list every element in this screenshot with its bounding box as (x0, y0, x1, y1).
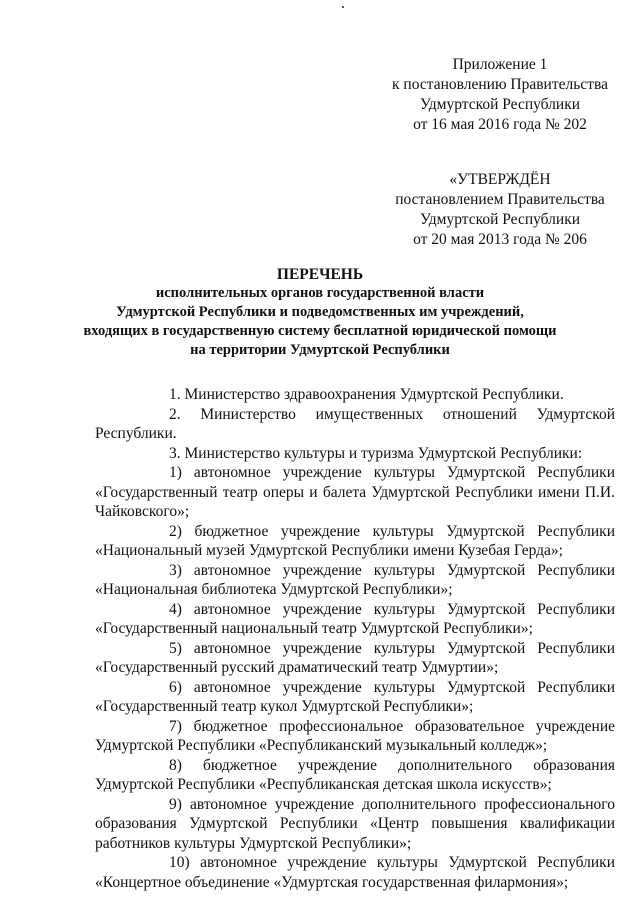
list-item-number: 5) (169, 639, 182, 657)
title-heading: ПЕРЕЧЕНЬ (276, 266, 364, 283)
list-item-text: бюджетное учреждение дополнительного образования Удмуртской Республики «Республиканская детская школа искусств»; (95, 756, 616, 793)
approval-line-2: постановлением Правительства (395, 191, 605, 208)
list-item-text: Министерство здравоохранения Удмуртской Республики. (184, 386, 564, 403)
list-item (95, 444, 615, 464)
list-item-text: автономное учреждение культуры Удмуртской Республики «Концертное объединение «Удмуртская государственная филармония»; (95, 854, 616, 891)
list-item-text: автономное учреждение дополнительного профессионального образования Удмуртской Республики «Центр повышения квалификации работников культуры Удмуртской Республики»; (95, 795, 615, 852)
approval-block (380, 170, 620, 250)
list-item-number: 7) (169, 717, 182, 735)
document-title (60, 265, 580, 360)
list-item-number: 6) (169, 678, 182, 696)
list-item-number: 3. (169, 444, 181, 462)
title-line-1: исполнительных органов государственной власти (155, 285, 485, 301)
list-item (95, 756, 615, 795)
organization-list (95, 385, 615, 892)
list-item-text: автономное учреждение культуры Удмуртской Республики «Государственный русский драматический театр Удмуртии»; (95, 639, 615, 676)
list-item-number: 8) (169, 756, 182, 774)
list-item-number: 2) (169, 522, 182, 540)
list-item-number: 3) (169, 561, 182, 579)
list-item-text: автономное учреждение культуры Удмуртской Республики «Государственный театр оперы и балета Удмуртской Республики имени П.И. Чайковского»; (95, 464, 615, 520)
list-item (95, 639, 615, 678)
list-item-number: 1) (169, 464, 182, 481)
appendix-block (380, 55, 620, 135)
appendix-line-1: Приложение 1 (452, 56, 548, 73)
list-item (95, 405, 615, 444)
list-item-number: 4) (169, 600, 182, 618)
list-item-number: 9) (169, 795, 182, 813)
title-line-3: входящих в государственную систему бесплатной юридической помощи (83, 323, 557, 339)
approval-line-4: от 20 мая 2013 года № 206 (413, 231, 587, 248)
list-item (95, 463, 615, 522)
approval-line-3: Удмуртской Республики (419, 211, 581, 228)
list-item (95, 853, 615, 892)
list-item (95, 385, 615, 405)
list-item (95, 678, 615, 717)
list-item-text: бюджетное учреждение культуры Удмуртской Республики «Национальный музей Удмуртской Республики имени Кузебая Герда»; (95, 522, 616, 559)
list-item-text: Министерство культуры и туризма Удмуртской Республики: (184, 444, 583, 462)
scan-speck (342, 6, 344, 8)
title-line-2: Удмуртской Республики и подведомственных им учреждений, (116, 304, 524, 320)
list-item (95, 522, 615, 561)
list-item (95, 717, 615, 756)
list-item-text: автономное учреждение культуры Удмуртской Республики «Государственный национальный театр Удмуртской Республики»; (95, 600, 615, 637)
list-item-text: Министерство имущественных отношений Удмуртской Республики. (95, 405, 615, 442)
list-item-number: 10) (169, 854, 190, 871)
appendix-line-4: от 16 мая 2016 года № 202 (413, 116, 587, 133)
list-item (95, 600, 615, 639)
list-item-text: автономное учреждение культуры Удмуртской Республики «Национальная библиотека Удмуртской Республики»; (95, 561, 615, 598)
list-item-number: 2. (169, 405, 181, 423)
appendix-line-3: Удмуртской Республики (419, 96, 581, 113)
list-item-text: автономное учреждение культуры Удмуртской Республики «Государственный театр кукол Удмуртской Республики»; (95, 678, 615, 715)
list-item (95, 795, 615, 854)
list-item (95, 561, 615, 600)
appendix-line-2: к постановлению Правительства (392, 76, 608, 93)
list-item-number: 1. (169, 386, 181, 403)
title-line-4: на территории Удмуртской Республики (190, 342, 450, 358)
approval-line-1: «УТВЕРЖДЁН (449, 171, 551, 188)
list-item-text: бюджетное профессиональное образовательное учреждение Удмуртской Республики «Республиканский музыкальный колледж»; (95, 717, 616, 754)
